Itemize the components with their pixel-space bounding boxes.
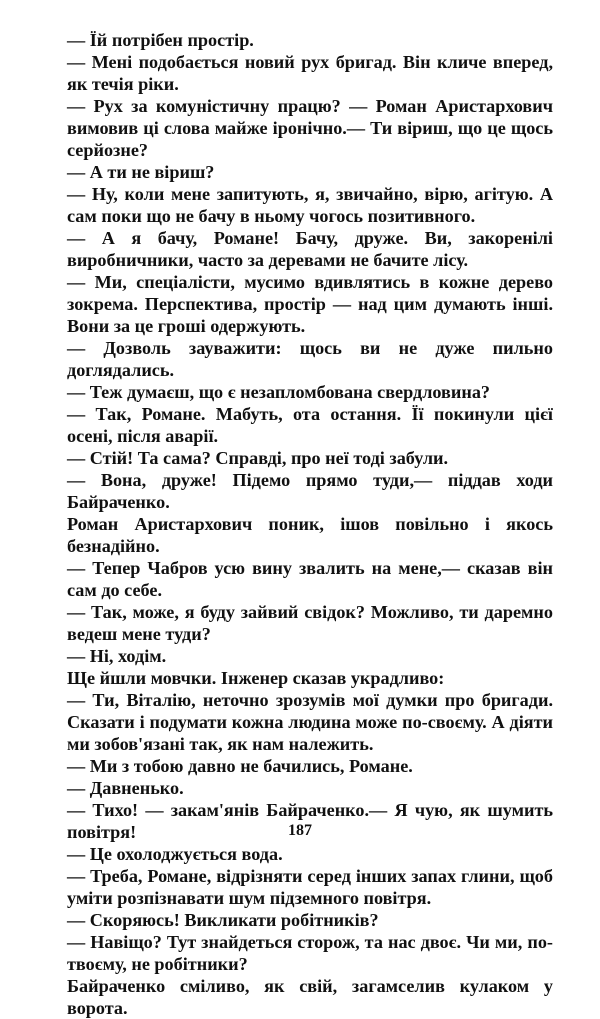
paragraph: — Тепер Чабров усю вину звалить на мене,— сказав він сам до себе. xyxy=(67,558,553,600)
paragraph: — Скоряюсь! Викликати робітників? xyxy=(67,910,379,930)
page-body xyxy=(67,29,553,1019)
paragraph: — Вона, друже! Підемо прямо туди,— піддав ходи Байраченко. xyxy=(67,470,553,512)
paragraph: — Треба, Романе, відрізняти серед інших запах глини, щоб уміти розпізнавати шум підземного повітря. xyxy=(67,866,553,908)
paragraph: Ще йшли мовчки. Інженер сказав украдливо: xyxy=(67,668,445,688)
paragraph: — Ну, коли мене запитують, я, звичайно, вірю, агітую. А сам поки що не бачу в ньому чогось позитивного. xyxy=(67,184,553,226)
paragraph: — Стій! Та сама? Справді, про неї тоді забули. xyxy=(67,448,449,468)
paragraph: — Ми, спеціалісти, мусимо вдивлятись в кожне дерево зокрема. Перспектива, простір — над цим думають інші. Вони за це гроші одержують. xyxy=(67,272,553,336)
paragraph: — Їй потрібен простір. xyxy=(67,30,254,50)
page-number: 187 xyxy=(288,822,312,839)
paragraph: — Дозволь зауважити: щось ви не дуже пильно доглядались. xyxy=(67,338,553,380)
paragraph: — Давненько. xyxy=(67,778,184,798)
paragraph: — Теж думаєш, що є незапломбована свердловина? xyxy=(67,382,491,402)
paragraph: — Рух за комуністичну працю? — Роман Аристархович вимовив ці слова майже іронічно.— Ти віриш, що це щось серйозне? xyxy=(67,96,553,160)
paragraph: — Ти, Віталію, неточно зрозумів мої думки про бригади. Сказати і подумати кожна людина може по-своєму. А діяти ми зобов'язані так, як нам належить. xyxy=(67,690,553,754)
paragraph: — Навіщо? Тут знайдеться сторож, та нас двоє. Чи ми, по-твоєму, не робітники? xyxy=(67,932,553,974)
paragraph: — Це охолоджується вода. xyxy=(67,844,283,864)
paragraph: — Так, Романе. Мабуть, ота остання. Її покинули цієї осені, після аварії. xyxy=(67,404,553,446)
paragraph: — Тихо! — закам'янів Байраченко.— Я чую, як шумить повітря! xyxy=(67,800,553,842)
paragraph: Роман Аристархович поник, ішов повільно і якось безнадійно. xyxy=(67,514,553,556)
paragraph: — Ні, ходім. xyxy=(67,646,167,666)
paragraph: — Так, може, я буду зайвий свідок? Можливо, ти даремно ведеш мене туди? xyxy=(67,602,553,644)
paragraph: — А я бачу, Романе! Бачу, друже. Ви, закоренілі виробничники, часто за деревами не бачите лісу. xyxy=(67,228,553,270)
paragraph: — Мені подобається новий рух бригад. Він кличе вперед, як течія ріки. xyxy=(67,52,553,94)
paragraph: — Ми з тобою давно не бачились, Романе. xyxy=(67,756,413,776)
paragraph: Байраченко сміливо, як свій, загамселив кулаком у ворота. xyxy=(67,976,553,1018)
paragraph: — А ти не віриш? xyxy=(67,162,215,182)
